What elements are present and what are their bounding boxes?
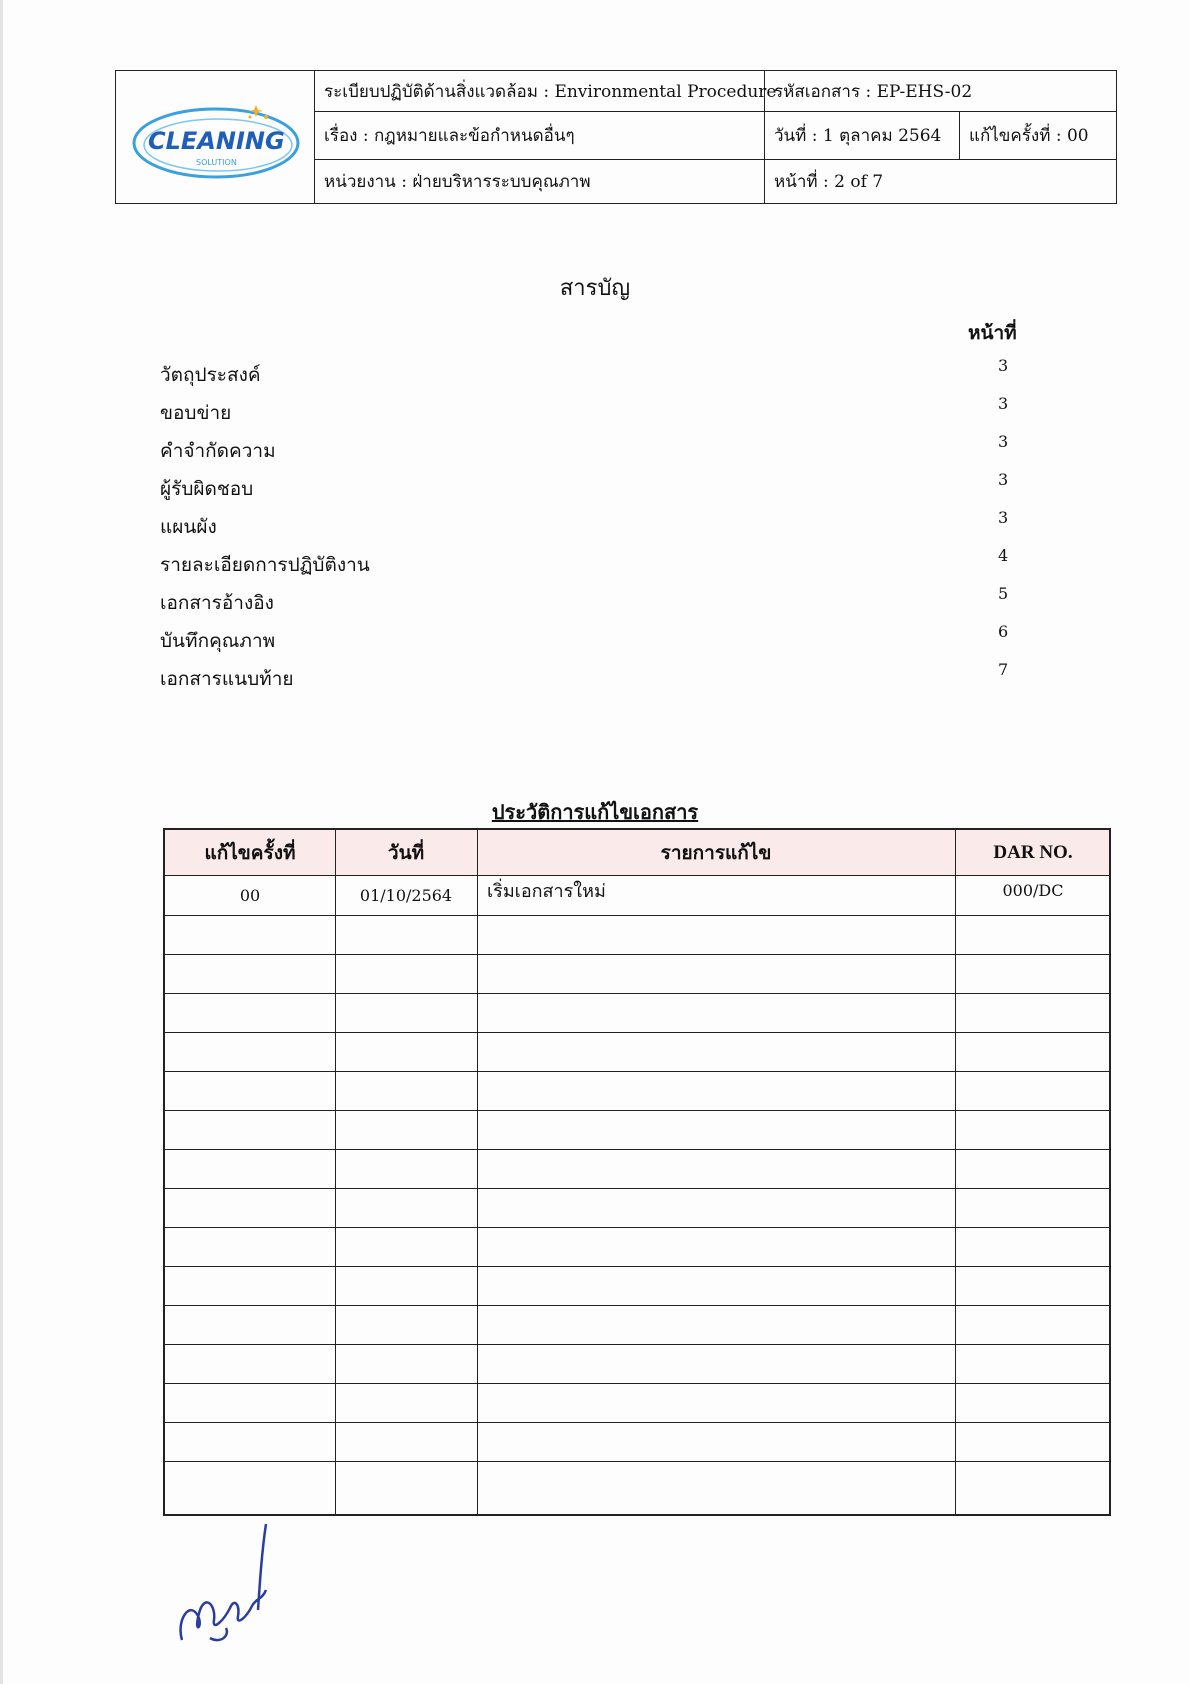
revision-cell: 00 [239, 885, 261, 905]
department: หน่วยงาน : ฝ่ายบริหารระบบคุณภาพ [324, 171, 591, 192]
toc-item [160, 394, 1010, 428]
document-date: วันที่ : 1 ตุลาคม 2564 [774, 125, 942, 146]
revision-history-table [163, 828, 1111, 1516]
toc-item-page: 3 [998, 470, 1009, 489]
procedure-label: ระเบียบปฏิบัติด้านสิ่งแวดล้อม : Environmental Procedure [324, 81, 777, 102]
toc-page-header: หน้าที่ [968, 322, 1017, 344]
toc-item-label: บันทึกคุณภาพ [160, 630, 276, 652]
toc-item [160, 432, 1010, 466]
description-cell: เริ่มเอกสารใหม่ [487, 880, 606, 902]
toc-item-label: ผู้รับผิดชอบ [160, 478, 254, 500]
page-number: หน้าที่ : 2 of 7 [774, 171, 884, 192]
toc-item-label: รายละเอียดการปฏิบัติงาน [160, 554, 370, 576]
date-cell: 01/10/2564 [359, 885, 453, 905]
toc-item-page: 5 [998, 584, 1009, 603]
scan-edge [0, 0, 3, 1684]
toc-item-page: 4 [998, 546, 1009, 565]
handwritten-signature [170, 1520, 290, 1650]
toc-item [160, 622, 1010, 656]
dar-number-cell: 000/DC [1002, 880, 1064, 900]
toc-item [160, 470, 1010, 504]
toc-item-page: 3 [998, 508, 1009, 527]
toc-item-label: คำจำกัดความ [160, 440, 276, 462]
column-header-revision: แก้ไขครั้งที่ [204, 841, 296, 864]
logo-cell [116, 71, 315, 203]
document-code: รหัสเอกสาร : EP-EHS-02 [774, 81, 973, 102]
toc-item-page: 3 [998, 394, 1009, 413]
column-header-dar-no: DAR NO. [993, 841, 1073, 863]
toc-item-label: เอกสารอ้างอิง [160, 592, 274, 614]
toc-item [160, 508, 1010, 542]
toc-item [160, 356, 1010, 390]
toc-item [160, 546, 1010, 580]
toc-item-page: 6 [998, 622, 1009, 641]
toc-item [160, 584, 1010, 618]
revision-history-title: ประวัติการแก้ไขเอกสาร [491, 800, 699, 824]
cleaning-solution-logo [128, 87, 304, 187]
toc-item-label: แผนผัง [160, 516, 217, 538]
document-header [115, 70, 1117, 204]
toc-item [160, 660, 1010, 694]
toc-item-label: เอกสารแนบท้าย [160, 668, 294, 690]
column-header-date: วันที่ [387, 841, 425, 864]
toc-item-page: 3 [998, 432, 1009, 451]
toc-item-label: วัตถุประสงค์ [160, 364, 261, 386]
toc-item-page: 7 [998, 660, 1009, 679]
toc-item-page: 3 [998, 356, 1009, 375]
toc-title: สารบัญ [559, 276, 631, 301]
logo-subtext: SOLUTION [196, 158, 237, 167]
toc-item-label: ขอบข่าย [160, 402, 232, 424]
logo-text: CLEANING [148, 127, 285, 155]
column-header-description: รายการแก้ไข [660, 841, 772, 864]
revision-number: แก้ไขครั้งที่ : 00 [969, 125, 1089, 146]
document-subject: เรื่อง : กฎหมายและข้อกำหนดอื่นๆ [324, 125, 575, 146]
